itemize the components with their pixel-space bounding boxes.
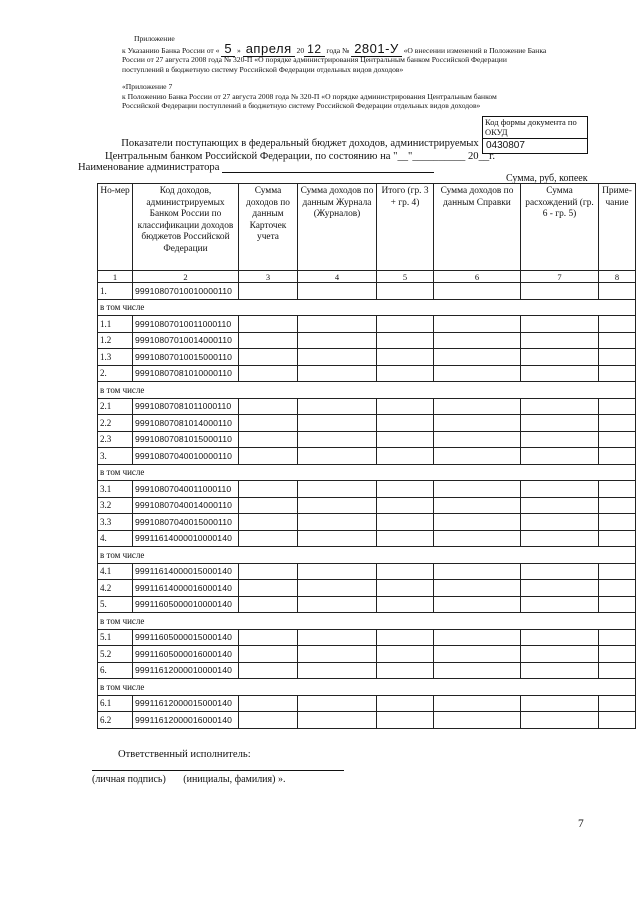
empty-cell-col-7 (521, 695, 599, 712)
empty-cell-col-8 (599, 365, 636, 382)
revenue-code: 99911614000015000140 (133, 563, 239, 580)
subtotal-label-row (98, 679, 636, 696)
empty-cell-col-6 (434, 398, 521, 415)
empty-cell-col-4 (298, 580, 377, 597)
regulation-appendix: «Приложение 7 (122, 82, 173, 91)
revenue-table (97, 183, 636, 729)
form-title (90, 138, 510, 163)
empty-cell-col-4 (298, 398, 377, 415)
empty-cell-col-8 (599, 349, 636, 366)
row-number: 1. (98, 283, 133, 300)
header-journal-sum: Сумма доходов по данным Журнала (Журналов) (298, 184, 377, 271)
empty-cell-col-6 (434, 629, 521, 646)
empty-cell-col-4 (298, 629, 377, 646)
row-number: 5.2 (98, 646, 133, 663)
empty-cell-col-3 (239, 530, 298, 547)
empty-cell-col-7 (521, 365, 599, 382)
empty-cell-col-3 (239, 580, 298, 597)
column-number: 8 (599, 271, 636, 283)
revenue-code: 99911614000010000140 (133, 530, 239, 547)
empty-cell-col-3 (239, 563, 298, 580)
order-day: 5 (221, 41, 235, 57)
order-reference-line: к Указанию Банка России от « 5 » апреля 20 12 года № 2801-У «О внесении изменений в Положение Банка (122, 40, 547, 56)
empty-cell-col-6 (434, 530, 521, 547)
empty-cell-col-5 (377, 448, 434, 465)
empty-cell-col-3 (239, 662, 298, 679)
empty-cell-col-8 (599, 448, 636, 465)
regulation-line1: к Положению Банка России от 27 августа 2008 года № 320-П «О порядке администрирования Центральным банком (122, 91, 497, 101)
column-number: 5 (377, 271, 434, 283)
empty-cell-col-8 (599, 332, 636, 349)
table-row (98, 349, 636, 366)
order-subject: «О внесении изменений в Положение Банка (403, 45, 547, 55)
table-header-row (98, 184, 636, 271)
empty-cell-col-4 (298, 497, 377, 514)
empty-cell-col-7 (521, 481, 599, 498)
empty-cell-col-5 (377, 283, 434, 300)
empty-cell-col-4 (298, 514, 377, 531)
empty-cell-col-7 (521, 332, 599, 349)
header-total: Итого (гр. 3 + гр. 4) (377, 184, 434, 271)
order-year-prefix: 20 (296, 45, 305, 55)
empty-cell-col-5 (377, 580, 434, 597)
empty-cell-col-6 (434, 448, 521, 465)
subtotal-label-row (98, 547, 636, 564)
revenue-code: 99911612000015000140 (133, 695, 239, 712)
empty-cell-col-8 (599, 497, 636, 514)
subtotal-label-row (98, 464, 636, 481)
empty-cell-col-5 (377, 712, 434, 729)
row-number: 1.3 (98, 349, 133, 366)
form-title-line1: Показатели поступающих в федеральный бюджет доходов, администрируемых (121, 138, 479, 149)
column-number: 1 (98, 271, 133, 283)
table-row (98, 448, 636, 465)
revenue-code: 99911605000010000140 (133, 596, 239, 613)
empty-cell-col-4 (298, 448, 377, 465)
empty-cell-col-7 (521, 398, 599, 415)
empty-cell-col-6 (434, 431, 521, 448)
revenue-code: 99910807010011000110 (133, 316, 239, 333)
table-row (98, 431, 636, 448)
revenue-code: 99910807010015000110 (133, 349, 239, 366)
row-number: 2.2 (98, 415, 133, 432)
empty-cell-col-7 (521, 514, 599, 531)
revenue-code: 99910807010014000110 (133, 332, 239, 349)
table-row (98, 481, 636, 498)
table-row (98, 530, 636, 547)
empty-cell-col-7 (521, 448, 599, 465)
okud-code: 0430807 (486, 140, 525, 151)
empty-cell-col-6 (434, 514, 521, 531)
table-row (98, 332, 636, 349)
administrator-blank-line (222, 172, 434, 173)
empty-cell-col-4 (298, 530, 377, 547)
empty-cell-col-3 (239, 448, 298, 465)
empty-cell-col-6 (434, 481, 521, 498)
signature-line (92, 770, 344, 771)
empty-cell-col-3 (239, 365, 298, 382)
empty-cell-col-8 (599, 481, 636, 498)
column-number: 6 (434, 271, 521, 283)
revenue-code: 99911612000010000140 (133, 662, 239, 679)
including-label: в том числе (98, 613, 636, 630)
header-discrepancy: Сумма расхождений (гр. 6 - гр. 5) (521, 184, 599, 271)
administrator-label: Наименование администратора (78, 162, 220, 173)
table-row (98, 712, 636, 729)
order-header (122, 34, 587, 74)
empty-cell-col-4 (298, 316, 377, 333)
subtotal-label-row (98, 299, 636, 316)
empty-cell-col-5 (377, 695, 434, 712)
table-row (98, 695, 636, 712)
empty-cell-col-3 (239, 712, 298, 729)
empty-cell-col-5 (377, 497, 434, 514)
revenue-code: 99911614000016000140 (133, 580, 239, 597)
empty-cell-col-8 (599, 563, 636, 580)
table-row (98, 662, 636, 679)
row-number: 5.1 (98, 629, 133, 646)
empty-cell-col-4 (298, 365, 377, 382)
administrator-name-field (78, 162, 434, 173)
empty-cell-col-8 (599, 431, 636, 448)
empty-cell-col-7 (521, 497, 599, 514)
row-number: 2.3 (98, 431, 133, 448)
empty-cell-col-8 (599, 398, 636, 415)
revenue-code: 99910807010010000110 (133, 283, 239, 300)
empty-cell-col-7 (521, 349, 599, 366)
empty-cell-col-4 (298, 349, 377, 366)
table-row (98, 629, 636, 646)
row-number: 4.2 (98, 580, 133, 597)
empty-cell-col-7 (521, 596, 599, 613)
order-intro: к Указанию Банка России от (122, 45, 214, 55)
empty-cell-col-8 (599, 530, 636, 547)
including-label: в том числе (98, 679, 636, 696)
table-row (98, 283, 636, 300)
empty-cell-col-6 (434, 596, 521, 613)
empty-cell-col-4 (298, 481, 377, 498)
empty-cell-col-6 (434, 662, 521, 679)
including-label: в том числе (98, 382, 636, 399)
empty-cell-col-4 (298, 563, 377, 580)
page-number: 7 (578, 818, 584, 830)
empty-cell-col-3 (239, 646, 298, 663)
row-number: 2.1 (98, 398, 133, 415)
empty-cell-col-5 (377, 398, 434, 415)
empty-cell-col-4 (298, 415, 377, 432)
empty-cell-col-6 (434, 349, 521, 366)
empty-cell-col-3 (239, 398, 298, 415)
empty-cell-col-7 (521, 580, 599, 597)
revenue-code: 99910807040014000110 (133, 497, 239, 514)
table-row (98, 646, 636, 663)
order-month: апреля (243, 41, 295, 57)
empty-cell-col-8 (599, 283, 636, 300)
empty-cell-col-5 (377, 646, 434, 663)
empty-cell-col-3 (239, 695, 298, 712)
empty-cell-col-8 (599, 712, 636, 729)
revenue-code: 99910807081011000110 (133, 398, 239, 415)
header-note: Приме-чание (599, 184, 636, 271)
empty-cell-col-3 (239, 481, 298, 498)
column-number-row (98, 271, 636, 283)
empty-cell-col-8 (599, 514, 636, 531)
empty-cell-col-8 (599, 316, 636, 333)
empty-cell-col-4 (298, 431, 377, 448)
empty-cell-col-7 (521, 712, 599, 729)
empty-cell-col-3 (239, 629, 298, 646)
empty-cell-col-4 (298, 662, 377, 679)
regulation-line2: Российской Федерации поступлений в бюджетную систему Российской Федерации отдельных видов доходов» (122, 101, 481, 111)
revenue-code: 99910807040010000110 (133, 448, 239, 465)
empty-cell-col-6 (434, 332, 521, 349)
empty-cell-col-5 (377, 662, 434, 679)
revenue-code: 99910807040015000110 (133, 514, 239, 531)
empty-cell-col-6 (434, 563, 521, 580)
form-title-line2: Центральным банком Российской Федерации, по состоянию на "__"__________ 20__г. (105, 150, 495, 162)
empty-cell-col-7 (521, 316, 599, 333)
empty-cell-col-5 (377, 481, 434, 498)
empty-cell-col-3 (239, 349, 298, 366)
empty-cell-col-5 (377, 415, 434, 432)
table-row (98, 365, 636, 382)
responsible-person-label: Ответственный исполнитель: (118, 749, 251, 760)
row-number: 3.3 (98, 514, 133, 531)
empty-cell-col-7 (521, 563, 599, 580)
row-number: 4. (98, 530, 133, 547)
row-number: 6. (98, 662, 133, 679)
empty-cell-col-8 (599, 415, 636, 432)
table-row (98, 398, 636, 415)
empty-cell-col-4 (298, 332, 377, 349)
empty-cell-col-6 (434, 580, 521, 597)
empty-cell-col-5 (377, 629, 434, 646)
empty-cell-col-6 (434, 283, 521, 300)
row-number: 1.2 (98, 332, 133, 349)
empty-cell-col-7 (521, 646, 599, 663)
including-label: в том числе (98, 464, 636, 481)
empty-cell-col-5 (377, 563, 434, 580)
empty-cell-col-4 (298, 646, 377, 663)
empty-cell-col-6 (434, 712, 521, 729)
row-number: 1.1 (98, 316, 133, 333)
order-year-word: года № (326, 45, 350, 55)
subtotal-label-row (98, 613, 636, 630)
header-certificate-sum: Сумма доходов по данным Справки (434, 184, 521, 271)
empty-cell-col-8 (599, 580, 636, 597)
order-number: 2801-У (351, 41, 402, 57)
table-row (98, 514, 636, 531)
row-number: 3.1 (98, 481, 133, 498)
empty-cell-col-6 (434, 365, 521, 382)
table-row (98, 580, 636, 597)
signature-caption: (личная подпись) (инициалы, фамилия) ». (92, 774, 286, 785)
empty-cell-col-8 (599, 629, 636, 646)
okud-label: Код формы документа по ОКУД (483, 117, 587, 139)
empty-cell-col-5 (377, 431, 434, 448)
empty-cell-col-5 (377, 316, 434, 333)
empty-cell-col-6 (434, 415, 521, 432)
empty-cell-col-6 (434, 316, 521, 333)
table-row (98, 415, 636, 432)
empty-cell-col-7 (521, 431, 599, 448)
empty-cell-col-8 (599, 646, 636, 663)
including-label: в том числе (98, 547, 636, 564)
order-year-suffix: 12 (304, 42, 324, 57)
empty-cell-col-8 (599, 596, 636, 613)
units-label: Сумма, руб, копеек (506, 173, 588, 184)
header-code: Код доходов, администрируемых Банком России по классификации доходов бюджетов Российской Федерации (133, 184, 239, 271)
row-number: 2. (98, 365, 133, 382)
empty-cell-col-5 (377, 332, 434, 349)
empty-cell-col-4 (298, 695, 377, 712)
revenue-code: 99911605000016000140 (133, 646, 239, 663)
header-number: Но-мер (98, 184, 133, 271)
row-number: 4.1 (98, 563, 133, 580)
empty-cell-col-3 (239, 497, 298, 514)
including-label: в том числе (98, 299, 636, 316)
empty-cell-col-7 (521, 629, 599, 646)
order-line3: поступлений в бюджетную систему Российской Федерации отдельных видов доходов» (122, 64, 404, 74)
subtotal-label-row (98, 382, 636, 399)
row-number: 3. (98, 448, 133, 465)
empty-cell-col-3 (239, 415, 298, 432)
empty-cell-col-5 (377, 365, 434, 382)
revenue-code: 99910807081010000110 (133, 365, 239, 382)
column-number: 3 (239, 271, 298, 283)
column-number: 7 (521, 271, 599, 283)
empty-cell-col-8 (599, 662, 636, 679)
table-row (98, 497, 636, 514)
empty-cell-col-3 (239, 431, 298, 448)
empty-cell-col-5 (377, 596, 434, 613)
row-number: 3.2 (98, 497, 133, 514)
row-number: 5. (98, 596, 133, 613)
empty-cell-col-5 (377, 530, 434, 547)
empty-cell-col-4 (298, 283, 377, 300)
revenue-code: 99910807081015000110 (133, 431, 239, 448)
empty-cell-col-3 (239, 283, 298, 300)
revenue-code: 99911612000016000140 (133, 712, 239, 729)
appendix-word: Приложение (134, 34, 175, 43)
empty-cell-col-7 (521, 662, 599, 679)
empty-cell-col-3 (239, 332, 298, 349)
empty-cell-col-6 (434, 695, 521, 712)
empty-cell-col-7 (521, 415, 599, 432)
empty-cell-col-3 (239, 514, 298, 531)
header-cards-sum: Сумма доходов по данным Карточек учета (239, 184, 298, 271)
table-row (98, 563, 636, 580)
regulation-header (122, 82, 587, 111)
empty-cell-col-6 (434, 646, 521, 663)
empty-cell-col-8 (599, 695, 636, 712)
table-row (98, 596, 636, 613)
order-line2: России от 27 августа 2008 года № 320-П «О порядке администрирования Центральным банком Российской Федерации (122, 55, 507, 65)
empty-cell-col-6 (434, 497, 521, 514)
table-row (98, 316, 636, 333)
revenue-code: 99911605000015000140 (133, 629, 239, 646)
column-number: 2 (133, 271, 239, 283)
revenue-code: 99910807081014000110 (133, 415, 239, 432)
row-number: 6.1 (98, 695, 133, 712)
empty-cell-col-4 (298, 596, 377, 613)
row-number: 6.2 (98, 712, 133, 729)
empty-cell-col-5 (377, 514, 434, 531)
revenue-code: 99910807040011000110 (133, 481, 239, 498)
empty-cell-col-4 (298, 712, 377, 729)
empty-cell-col-5 (377, 349, 434, 366)
empty-cell-col-3 (239, 316, 298, 333)
empty-cell-col-7 (521, 283, 599, 300)
empty-cell-col-3 (239, 596, 298, 613)
column-number: 4 (298, 271, 377, 283)
empty-cell-col-7 (521, 530, 599, 547)
